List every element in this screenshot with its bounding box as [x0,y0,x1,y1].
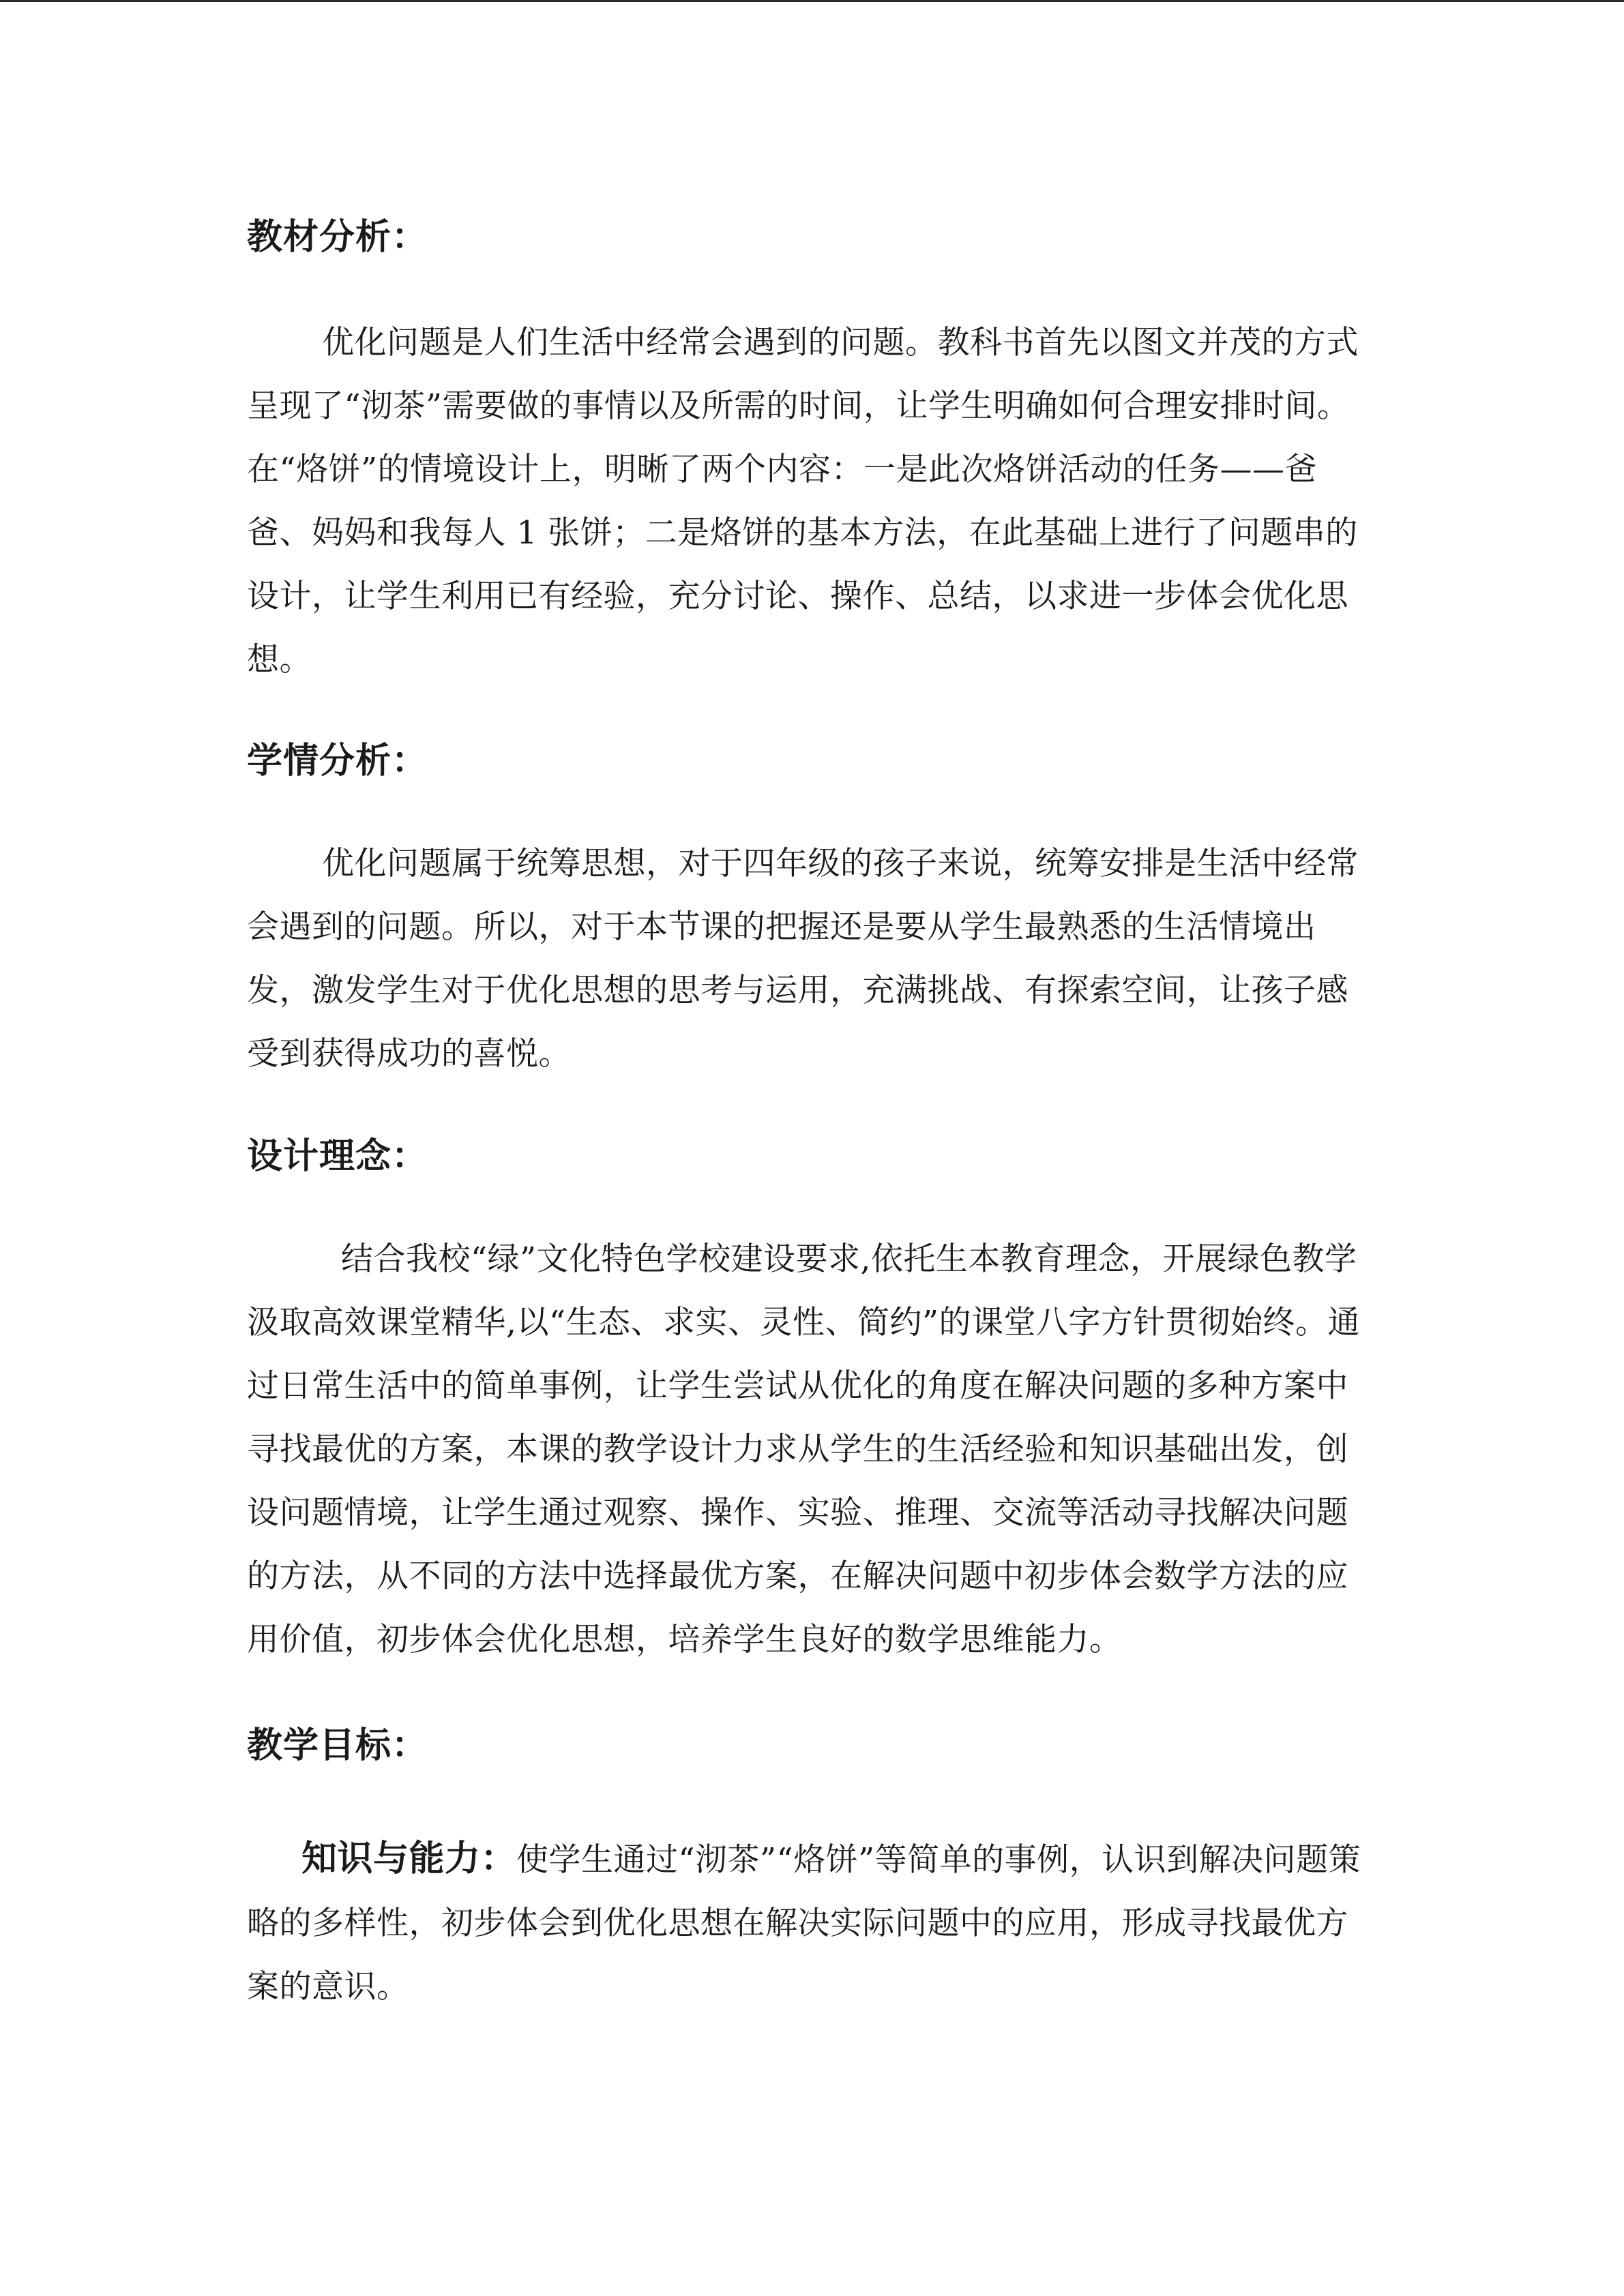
section-heading: 教材分析： [247,217,428,258]
section-heading: 学情分析： [247,741,428,781]
section-paragraph: 结合我校“绿”文化特色学校建设要求,依托生本教育理念，开展绿色教学汲取高效课堂精华,以“生态、求实、灵性、简约”的课堂八字方针贯彻始终。通过日常生活中的简单事例，让学生尝试从优化的角度在解决问题的多种方案中寻找最优的方案，本课的教学设计力求从学生的生活经验和知识基础出发，创设问题情境，让学生通过观察、操作、实验、推理、交流等活动寻找解决问题的方法，从不同的方法中选择最优方案，在解决问题中初步体会数学方法的应用价值，初步体会优化思想，培养学生良好的数学思维能力。 [247,1240,1360,1658]
section-heading: 教学目标： [247,1725,428,1766]
section-paragraph: 优化问题属于统筹思想，对于四年级的孩子来说，统筹安排是生活中经常会遇到的问题。所以，对于本节课的把握还是要从学生最熟悉的生活情境出发，激发学生对于优化思想的思考与运用，充满挑战、有探索空间，让孩子感受到获得成功的喜悦。 [247,845,1359,1073]
goal-label: 知识与能力： [301,1838,517,1879]
section-paragraph: 优化问题是人们生活中经常会遇到的问题。教科书首先以图文并茂的方式呈现了“沏茶”需要做的事情以及所需的时间，让学生明确如何合理安排时间。在“烙饼”的情境设计上，明晰了两个内容：一是此次烙饼活动的任务——爸爸、妈妈和我每人 1 张饼；二是烙饼的基本方法，在此基础上进行了问题串的设计，让学生利用已有经验，充分讨论、操作、总结，以求进一步体会优化思想。 [247,324,1359,679]
section-heading: 设计理念： [247,1136,428,1177]
goal-paragraph [247,1828,1379,2018]
page-top-border [0,0,1624,2]
goal-text: 使学生通过“沏茶”“烙饼”等简单的事例，认识到解决问题策略的多样性，初步体会到优化思想在解决实际问题中的应用，形成寻找最优方案的意识。 [247,1841,1361,2006]
